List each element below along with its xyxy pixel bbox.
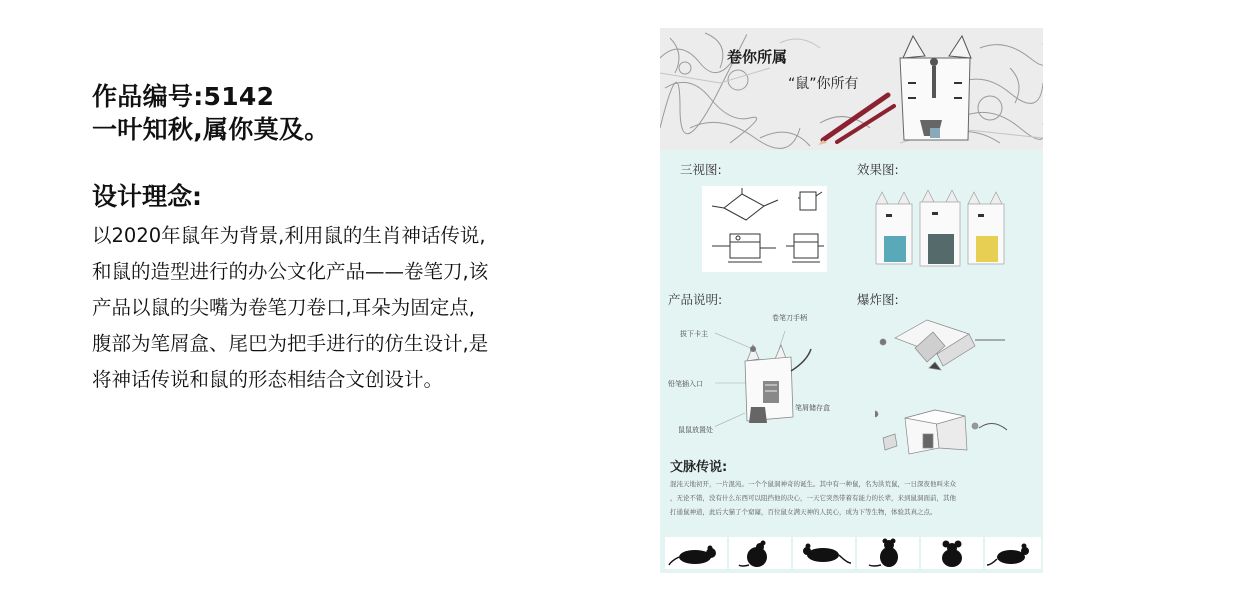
mouse-silhouette-tile xyxy=(665,537,727,569)
mouse-silhouette-strip xyxy=(660,533,1043,573)
mouse-silhouette-tile xyxy=(985,537,1041,569)
exploded-view-illustration xyxy=(875,318,1035,458)
work-number: 作品编号:5142 xyxy=(92,82,275,111)
annotation-handle: 卷笔刀手柄 xyxy=(772,314,807,322)
story-line: 打通鼠神道，此后大猫了个窟窿，百位鼠女满天神的人民心，成为下等生物，体验其真之点。 xyxy=(670,508,937,516)
concept-line: 和鼠的造型进行的办公文化产品——卷笔刀,该 xyxy=(92,260,489,283)
left-text-panel xyxy=(92,80,612,398)
effect-render-illustration xyxy=(870,190,1010,270)
mouse-silhouette-icon xyxy=(985,537,1041,569)
annotation-shavings-box: 笔屑储存盒 xyxy=(795,404,830,412)
hero-subtitle: “鼠”你所有 xyxy=(788,76,859,92)
concept-line: 产品以鼠的尖嘴为卷笔刀卷口,耳朵为固定点, xyxy=(92,296,475,319)
product-description-label: 产品说明: xyxy=(668,292,723,307)
effect-label: 效果图: xyxy=(857,162,899,177)
sharpener-render-dark xyxy=(920,190,960,266)
concept-line: 将神话传说和鼠的形态相结合文创设计。 xyxy=(92,368,444,391)
product-mouse-illustration xyxy=(715,331,835,436)
design-concept-heading: 设计理念: xyxy=(92,182,202,211)
annotation-pull-clip: 拔下卡主 xyxy=(680,330,708,338)
mouse-silhouette-tile xyxy=(921,537,983,569)
story-line: 混沌天地初开，一片混沌。一个个鼠洞神奇的诞生。其中有一种鼠，名为洪荒鼠，一日深夜他叫来众 xyxy=(670,480,956,488)
story-heading: 文脉传说: xyxy=(670,460,728,475)
sharpener-render-teal xyxy=(876,192,912,264)
mouse-silhouette-icon xyxy=(729,537,791,569)
three-view-line-drawing xyxy=(702,186,827,272)
design-poster xyxy=(660,28,1043,533)
concept-line: 以2020年鼠年为背景,利用鼠的生肖神话传说, xyxy=(92,224,486,247)
mouse-silhouette-tile xyxy=(729,537,791,569)
three-view-drawing-panel xyxy=(702,186,827,272)
three-view-label: 三视图: xyxy=(680,162,722,177)
exploded-view-label: 爆炸图: xyxy=(857,292,899,307)
mouse-silhouette-tile xyxy=(857,537,919,569)
mouse-silhouette-icon xyxy=(921,537,983,569)
mouse-silhouette-icon xyxy=(665,537,727,569)
concept-line: 腹部为笔屑盒、尾巴为把手进行的仿生设计,是 xyxy=(92,332,489,355)
mouse-silhouette-icon xyxy=(857,537,919,569)
annotation-mouse-holder: 鼠鼠放置处 xyxy=(678,426,713,434)
sharpener-render-yellow xyxy=(968,192,1004,264)
poster-hero-banner xyxy=(660,28,1043,150)
annotation-pencil-inlet: 铅笔插入口 xyxy=(668,380,703,388)
mouse-silhouette-icon xyxy=(793,537,855,569)
hero-title: 卷你所属 xyxy=(727,48,788,66)
mouse-silhouette-tile xyxy=(793,537,855,569)
story-line: ，无论不错，没有什么东西可以阻挡他的决心，一天它突然带着有能力的长辈，来到鼠洞面前，其他 xyxy=(670,494,956,502)
work-slogan: 一叶知秋,属你莫及。 xyxy=(92,115,330,144)
